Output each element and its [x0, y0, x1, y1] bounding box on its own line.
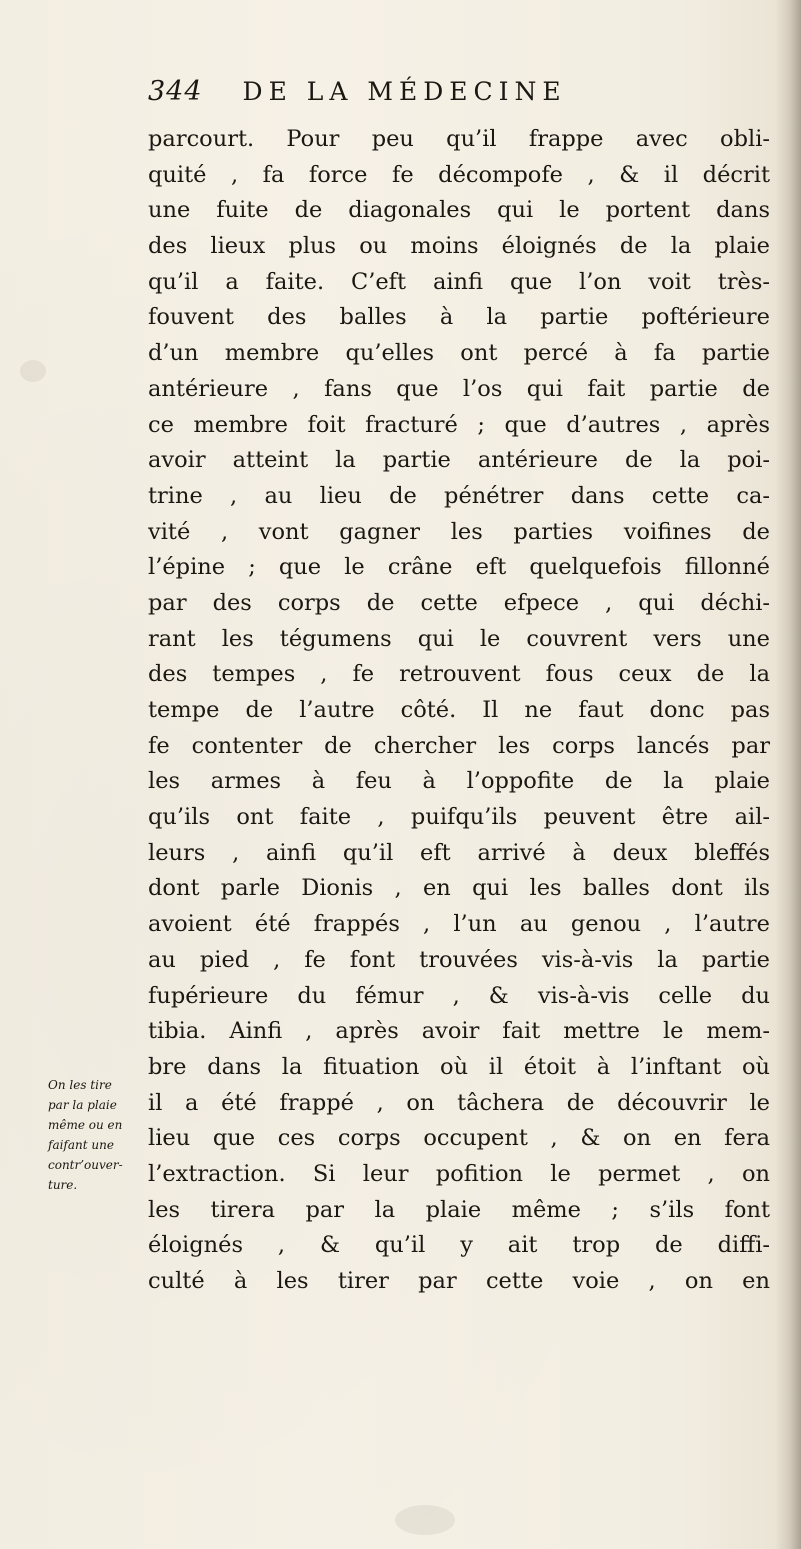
- running-head-title: DE LA MÉDECINE: [242, 77, 567, 106]
- text-line: quité , fa force fe décompofe , & il décrit: [148, 161, 770, 188]
- marginal-note-line: même ou en: [48, 1118, 123, 1132]
- text-line: parcourt. Pour peu qu’il frappe avec obli-: [148, 126, 770, 152]
- text-line: au pied , fe font trouvées vis-à-vis la partie: [148, 946, 770, 973]
- text-line: rant les tégumens qui le couvrent vers une: [148, 625, 770, 652]
- text-line: d’un membre qu’elles ont percé à fa partie: [148, 340, 770, 367]
- text-line: bre dans la fituation où il étoit à l’inftant où: [148, 1053, 770, 1080]
- text-line: tempe de l’autre côté. Il ne faut donc pas: [148, 697, 770, 723]
- marginal-note: [48, 1075, 146, 1195]
- text-line: qu’ils ont faite , puifqu’ils peuvent être ail-: [148, 804, 770, 831]
- marginal-note-line: faifant une: [48, 1138, 114, 1152]
- text-line: les armes à feu à l’oppofite de la plaie: [148, 768, 770, 795]
- body-text: [148, 122, 770, 1300]
- page-number: 344: [148, 76, 203, 107]
- marginal-note-line: par la plaie: [48, 1098, 117, 1112]
- text-line: il a été frappé , on tâchera de découvrir le: [148, 1089, 770, 1116]
- text-line: fe contenter de chercher les corps lancés par: [148, 732, 770, 759]
- text-line: dont parle Dionis , en qui les balles dont ils: [148, 875, 770, 902]
- text-line: leurs , ainfi qu’il eft arrivé à deux bleffés: [148, 839, 770, 866]
- text-line: vité , vont gagner les parties voifines de: [148, 518, 770, 545]
- text-line: culté à les tirer par cette voie , on en: [148, 1268, 770, 1294]
- text-line: ce membre foit fracturé ; que d’autres , après: [148, 411, 770, 438]
- text-line: fupérieure du fémur , & vis-à-vis celle du: [148, 982, 770, 1009]
- marginal-note-line: On les tire: [48, 1078, 112, 1092]
- page-edge-shadow: [775, 0, 801, 1549]
- text-line: antérieure , fans que l’os qui fait partie de: [148, 375, 770, 402]
- text-line: l’épine ; que le crâne eft quelquefois fillonné: [148, 554, 770, 581]
- text-line: tibia. Ainfi , après avoir fait mettre le mem-: [148, 1018, 770, 1045]
- text-line: des lieux plus ou moins éloignés de la plaie: [148, 233, 770, 260]
- paper-stain: [20, 360, 46, 382]
- text-line: avoient été frappés , l’un au genou , l’autre: [148, 911, 770, 938]
- text-line: l’extraction. Si leur pofition le permet , on: [148, 1160, 770, 1187]
- text-line: fouvent des balles à la partie poftérieure: [148, 304, 770, 331]
- text-line: les tirera par la plaie même ; s’ils font: [148, 1196, 770, 1223]
- text-line: par des corps de cette efpece , qui déchi-: [148, 589, 770, 616]
- text-line: éloignés , & qu’il y ait trop de diffi-: [148, 1232, 770, 1259]
- marginal-note-line: contr’ouver-: [48, 1158, 123, 1172]
- text-line: trine , au lieu de pénétrer dans cette ca-: [148, 482, 770, 509]
- marginal-note-line: ture.: [48, 1178, 78, 1192]
- text-line: des tempes , fe retrouvent fous ceux de la: [148, 661, 770, 688]
- running-head: [148, 76, 567, 116]
- text-line: lieu que ces corps occupent , & on en fera: [148, 1125, 770, 1152]
- text-line: une fuite de diagonales qui le portent dans: [148, 197, 770, 224]
- paper-stain: [395, 1505, 455, 1535]
- text-line: qu’il a faite. C’eft ainfi que l’on voit très-: [148, 268, 770, 295]
- text-line: avoir atteint la partie antérieure de la poi-: [148, 447, 770, 474]
